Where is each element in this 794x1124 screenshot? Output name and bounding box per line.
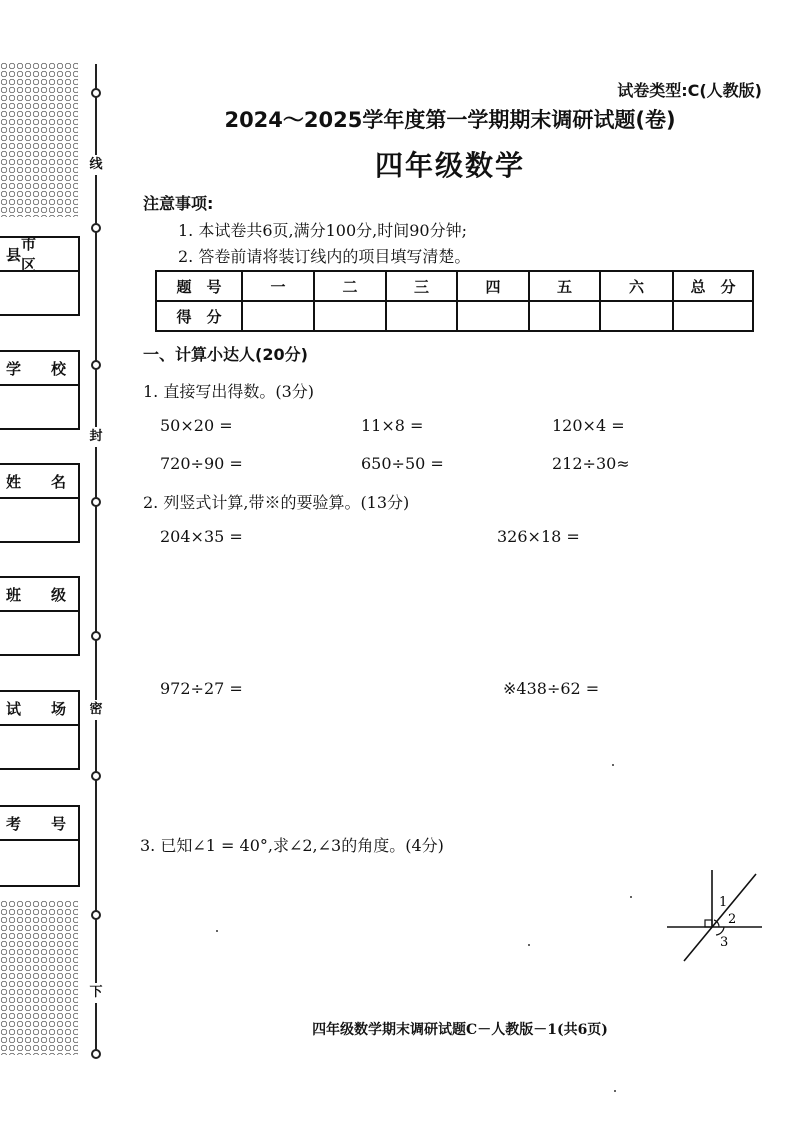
field-room: 试 场	[0, 690, 80, 770]
field-name: 姓 名	[0, 463, 80, 543]
angle-arc	[716, 927, 724, 935]
page-footer: 四年级数学期末调研试题C－人教版－1(共6页)	[312, 1022, 608, 1038]
vertical-calc-item: 204×35 =	[160, 527, 243, 546]
score-cell[interactable]	[457, 301, 529, 331]
binding-circle	[91, 771, 101, 781]
vertical-calc-item: 972÷27 =	[160, 679, 243, 698]
oral-calc-item: 650÷50 =	[361, 454, 444, 473]
question-3-title: 3. 已知∠1 = 40°,求∠2,∠3的角度。(4分)	[140, 836, 444, 855]
field-county: 县 市 区	[0, 236, 80, 316]
oral-calc-item: 50×20 =	[160, 416, 233, 435]
binding-circle	[91, 631, 101, 641]
binding-line	[95, 64, 97, 1054]
section-title: 一、计算小达人(20分)	[143, 345, 308, 364]
angle-label-2: 2	[728, 912, 737, 927]
vertical-calc-item: 326×18 =	[497, 527, 580, 546]
score-cell[interactable]	[386, 301, 457, 331]
scan-speck	[630, 896, 632, 898]
oral-calc-item: 120×4 =	[552, 416, 625, 435]
field-class: 班 级	[0, 576, 80, 656]
score-cell[interactable]	[242, 301, 314, 331]
oral-calc-item: 212÷30≈	[552, 454, 630, 473]
question-1-title: 1. 直接写出得数。(3分)	[143, 382, 315, 401]
binding-circle	[91, 88, 101, 98]
vertical-calc-item: ※438÷62 =	[503, 679, 600, 698]
right-angle-mark	[705, 920, 712, 927]
field-school: 学 校	[0, 350, 80, 430]
notes-heading: 注意事项:	[143, 194, 214, 213]
note-item: 1. 本试卷共6页,满分100分,时间90分钟;	[178, 221, 467, 240]
score-header-row: 题 号 一 二 三 四 五 六 总 分	[156, 271, 753, 301]
score-cell[interactable]	[529, 301, 600, 331]
score-cell[interactable]	[600, 301, 673, 331]
scan-speck	[528, 944, 530, 946]
question-2-title: 2. 列竖式计算,带※的要验算。(13分)	[143, 493, 410, 512]
paper-type: 试卷类型:C(人教版)	[617, 81, 762, 100]
binding-circle	[91, 1049, 101, 1059]
oral-calc-item: 720÷90 =	[160, 454, 243, 473]
angle-label-3: 3	[720, 935, 729, 950]
score-table	[155, 270, 754, 332]
scan-speck	[612, 764, 614, 766]
binding-circle	[91, 497, 101, 507]
binding-circle	[91, 223, 101, 233]
angle-label-1: 1	[719, 895, 728, 910]
score-input-row: 得 分	[156, 301, 753, 331]
binding-char-seal: 封	[87, 427, 105, 447]
binding-char-line: 线	[87, 155, 105, 175]
binding-circle	[91, 910, 101, 920]
exam-title: 2024～2025学年度第一学期期末调研试题(卷)	[224, 108, 676, 132]
scan-speck	[216, 930, 218, 932]
binding-char-down: 下	[87, 983, 105, 1003]
oral-calc-item: 11×8 =	[361, 416, 424, 435]
subject-title: 四年级数学	[374, 149, 525, 182]
binding-char-secret: 密	[87, 700, 105, 720]
binding-dots-bottom	[0, 900, 78, 1055]
angle-figure	[664, 866, 764, 966]
binding-circle	[91, 360, 101, 370]
binding-dots-top	[0, 62, 78, 217]
note-item: 2. 答卷前请将装订线内的项目填写清楚。	[178, 247, 471, 266]
score-cell[interactable]	[314, 301, 386, 331]
scan-speck	[614, 1090, 616, 1092]
score-cell[interactable]	[673, 301, 753, 331]
field-exam-number: 考 号	[0, 805, 80, 887]
